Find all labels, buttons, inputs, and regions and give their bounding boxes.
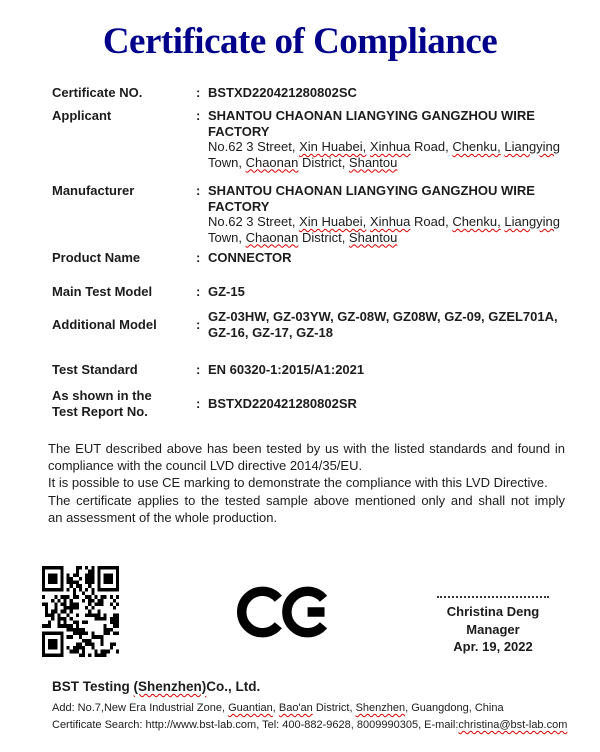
field-row-applicant [52,108,570,170]
field-row-product-name [52,250,570,266]
certificate-no-value: BSTXD220421280802SC [208,85,357,100]
manufacturer-company-line2: FACTORY [208,198,270,214]
colon: : [196,284,201,299]
footer-contact: Certificate Search: http://www.bst-lab.com, Tel: 400-882-9628, 8009990305, E-mail:christina@bst-lab.com [52,719,568,731]
manufacturer-address-line1: No.62 3 Street, Xin Huabei, Xinhua Road, Chenku, Liangying [208,214,561,229]
colon: : [196,395,201,411]
compliance-statement [48,440,565,526]
applicant-address-line1: No.62 3 Street, Xin Huabei, Xinhua Road, Chenku, Liangying [208,139,561,154]
applicant-value [208,108,570,170]
statement-line: It is possible to use CE marking to demonstrate the compliance with this LVD Directive. [48,475,548,491]
signature-dotted-line [437,596,549,598]
manufacturer-label: Manufacturer [52,183,135,198]
colon: : [196,250,201,265]
statement-line: The EUT described above has been tested by us with the listed standards and found in [48,441,565,456]
colon: : [196,316,201,332]
product-name-label: Product Name [52,250,141,265]
statement-line: The certificate applies to the tested sample above mentioned only and shall not imply [48,492,565,508]
certificate-title: Certificate of Compliance [102,21,498,62]
certificate-no-label: Certificate NO. [52,85,143,100]
colon: : [196,108,201,123]
field-row-certificate-no [52,85,570,101]
test-report-value: BSTXD220421280802SR [208,395,357,411]
additional-model-value: GZ-03HW, GZ-03YW, GZ-08W, GZ08W, GZ-09, GZEL701A, GZ-16, GZ-17, GZ-18 [208,309,558,340]
manufacturer-value [208,183,570,245]
signatory-name: Christina Deng [446,604,540,619]
applicant-company-line2: FACTORY [208,123,270,139]
applicant-address-line2: Town, Chaonan District, Shantou [208,154,398,170]
field-row-manufacturer [52,183,570,245]
field-row-test-standard [52,362,570,378]
test-standard-value: EN 60320-1:2015/A1:2021 [208,362,365,377]
product-name-value: CONNECTOR [208,250,292,265]
colon: : [196,362,201,377]
colon: : [196,183,201,198]
main-test-model-label: Main Test Model [52,284,153,299]
test-standard-label: Test Standard [52,362,138,377]
additional-model-label: Additional Model [52,316,157,332]
signatory-title: Manager [466,621,520,637]
colon: : [196,85,201,100]
manufacturer-address-line2: Town, Chaonan District, Shantou [208,229,398,245]
qr-code-icon [42,566,119,657]
applicant-label: Applicant [52,108,112,123]
applicant-company-line1: SHANTOU CHAONAN LIANGYING GANGZHOU WIRE [208,108,535,123]
field-row-main-test-model [52,284,570,300]
footer-address: Add: No.7,New Era Industrial Zone, Guantian, Bao'an District, Shenzhen, Guangdong, China [52,702,504,714]
signature-date: Apr. 19, 2022 [453,639,533,654]
manufacturer-company-line1: SHANTOU CHAONAN LIANGYING GANGZHOU WIRE [208,183,535,198]
statement-line: compliance with the council LVD directive 2014/35/EU. [48,458,363,474]
ce-mark-icon [237,586,333,638]
main-test-model-value: GZ-15 [208,284,245,299]
footer-company-name: BST Testing (Shenzhen)Co., Ltd. [52,679,261,694]
test-report-label: As shown in the Test Report No. [52,388,152,419]
statement-line: an assessment of the whole production. [48,509,278,525]
field-row-additional-model [52,309,570,340]
field-row-test-report-no [52,388,570,419]
signature-block [428,596,558,656]
